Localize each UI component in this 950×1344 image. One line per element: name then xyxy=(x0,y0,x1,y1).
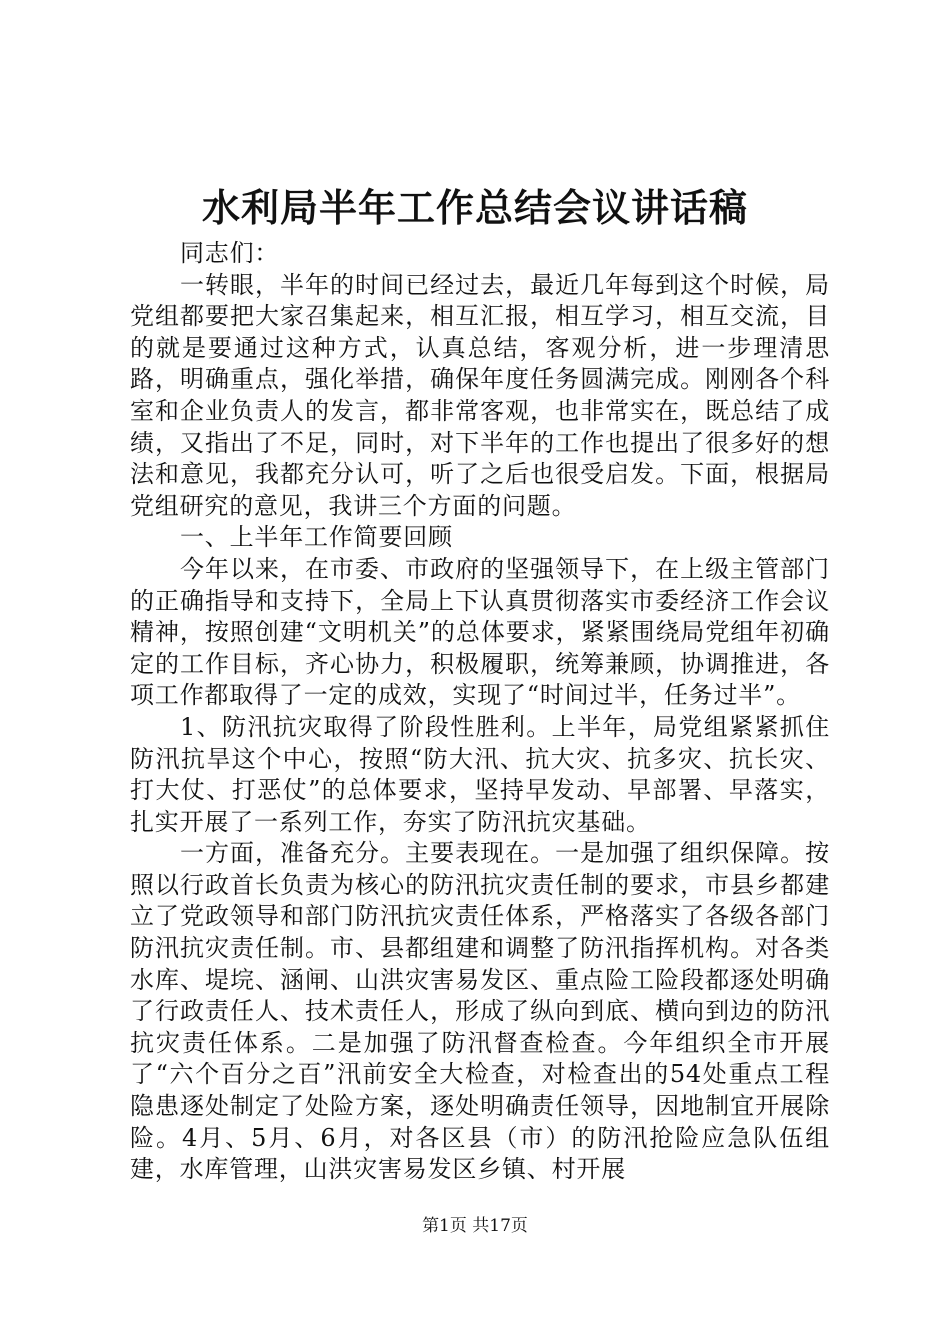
salutation: 同志们： xyxy=(180,239,280,267)
section-heading: 一、上半年工作简要回顾 xyxy=(180,523,453,552)
page-number-footer: 第1页 共17页 xyxy=(422,1216,528,1236)
document-title: 水利局半年工作总结会议讲话稿 xyxy=(201,185,748,230)
preparation-paragraph: 一方面，准备充分。主要表现在。一是加强了组织保障。按照以行政首长负责为核心的防汛抗灾责任制的要求，市县乡都建立了党政领导和部门防汛抗灾责任体系，严格落实了各级各部门防汛抗灾责任制。市、县都组建和调整了防汛指挥机构。对各类水库、堤垸、涵闸、山洪灾害易发区、重点险工险段都逐处明确了行政责任人、技术责任人，形成了纵向到底、横向到边的防汛抗灾责任体系。二是加强了防汛督查检查。今年组织全市开展了“六个百分之百”汛前安全大检查，对检查出的54处重点工程隐患逐处制定了处险方案，逐处明确责任领导，因地制宜开展除险。4月、5月、6月，对各区县（市）的防汛抢险应急队伍组建，水库管理，山洪灾害易发区乡镇、村开展 xyxy=(130,839,830,1184)
review-paragraph: 今年以来，在市委、市政府的坚强领导下，在上级主管部门的正确指导和支持下，全局上下认真贯彻落实市委经济工作会议精神，按照创建“文明机关”的总体要求，紧紧围绕局党组年初确定的工作目标，齐心协力，积极履职，统筹兼顾，协调推进，各项工作都取得了一定的成效，实现了“时间过半，任务过半”。 xyxy=(130,554,830,710)
opening-paragraph: 一转眼，半年的时间已经过去，最近几年每到这个时候，局党组都要把大家召集起来，相互汇报，相互学习，相互交流，目的就是要通过这种方式，认真总结，客观分析，进一步理清思路，明确重点，强化举措，确保年度任务圆满完成。刚刚各个科室和企业负责人的发言，都非常客观，也非常实在，既总结了成绩，又指出了不足，同时，对下半年的工作也提出了很多好的想法和意见，我都充分认可，听了之后也很受启发。下面，根据局党组研究的意见，我讲三个方面的问题。 xyxy=(130,270,830,520)
flood-control-paragraph: 1、防汛抗灾取得了阶段性胜利。上半年，局党组紧紧抓住防汛抗旱这个中心，按照“防大汛、抗大灾、抗多灾、抗长灾、打大仗、打恶仗”的总体要求，坚持早发动、早部署、早落实，扎实开展了一系列工作，夯实了防汛抗灾基础。 xyxy=(130,712,830,836)
document-body xyxy=(130,238,830,1186)
